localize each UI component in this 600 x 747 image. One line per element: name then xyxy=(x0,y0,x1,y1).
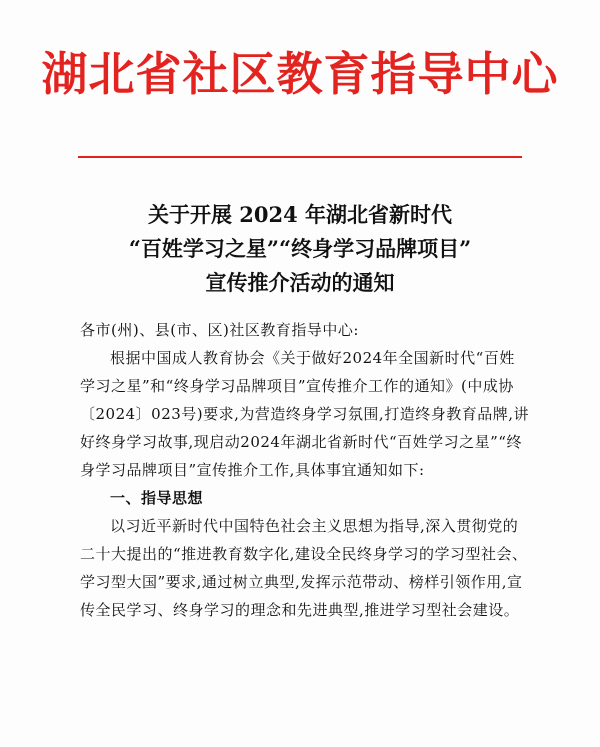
paragraph-guiding-ideology: 以习近平新时代中国特色社会主义思想为指导,深入贯彻党的二十大提出的“推进教育数字化,建设全民终身学习的学习型社会、学习型大国”要求,通过树立典型,发挥示范带动、榜样引领作用,宣传全民学习、终身学习的理念和先进典型,推进学习型社会建设。 xyxy=(80,517,528,619)
title-line-2: “百姓学习之星”“终身学习品牌项目” xyxy=(128,236,472,261)
salutation: 各市(州)、县(市、区)社区教育指导中心: xyxy=(80,321,359,339)
letterhead-divider xyxy=(78,156,522,158)
title-line-3: 宣传推介活动的通知 xyxy=(205,270,395,295)
document-title xyxy=(0,198,600,300)
letterhead-organization: 湖北省社区教育指导中心 xyxy=(41,47,559,101)
paragraph-intro: 根据中国成人教育协会《关于做好2024年全国新时代“百姓学习之星”和“终身学习品牌项目”宣传推介工作的通知》(中成协〔2024〕023号)要求,为营造终身学习氛围,打造终身教育品牌,讲好终身学习故事,现启动2024年湖北省新时代“百姓学习之星”“终身学习品牌项目”宣传推介工作,具体事宜通知如下: xyxy=(80,349,529,479)
title-line-1: 关于开展 2024 年湖北省新时代 xyxy=(147,202,453,227)
document-body xyxy=(80,316,530,624)
section-heading-guiding-ideology: 一、指导思想 xyxy=(110,489,204,507)
